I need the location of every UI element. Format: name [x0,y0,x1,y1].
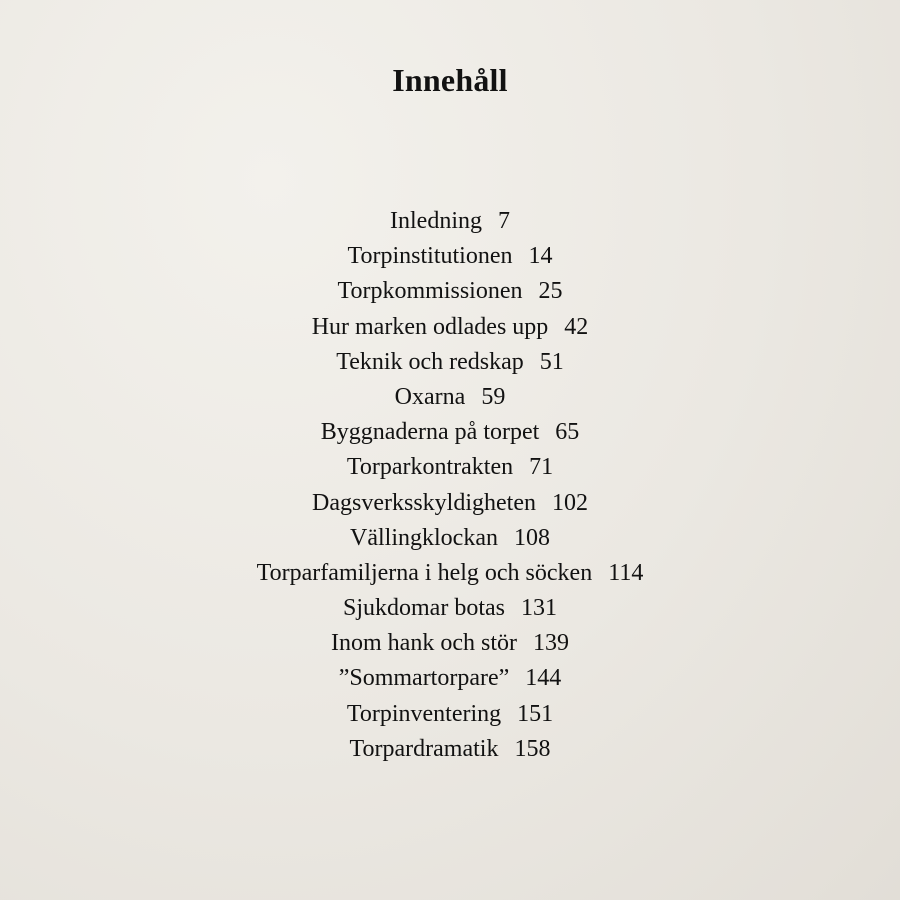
toc-entry [0,450,900,485]
toc-entry [0,661,900,696]
toc-entry-title: Inledning [390,208,482,234]
toc-entry-title: Hur marken odlades upp [311,313,549,340]
toc-entry [0,345,900,380]
toc-entry-page: 158 [514,735,551,762]
toc-entry [0,556,900,591]
toc-entry [0,486,900,521]
toc-entry-page: 139 [532,630,569,657]
toc-entry [0,239,900,274]
toc-entry-title: Teknik och redskap [336,348,524,375]
toc-entry [0,415,900,450]
toc-entry-title: Dagsverksskyldigheten [312,489,536,516]
toc-entry-page: 51 [539,348,564,375]
toc-entry [0,380,900,415]
toc-entry-title: Sjukdomar botas [343,595,505,622]
toc-entry-page: 59 [481,383,506,410]
toc-entry-title: Torparkontrakten [346,454,514,481]
page-title: Innehåll [392,62,508,98]
toc-entry-page: 102 [551,489,588,516]
toc-entry-page: 71 [529,454,554,481]
toc-entry [0,626,900,661]
toc-entry-page: 42 [564,313,589,340]
toc-entry-page: 25 [538,278,563,305]
toc-entry-title: ”Sommartorpare” [338,665,510,692]
toc-entry-title: Torpinventering [346,700,502,727]
table-of-contents [0,204,900,767]
toc-entry [0,204,900,239]
toc-entry [0,591,900,626]
toc-entry-title: Oxarna [394,383,466,410]
toc-entry [0,274,900,309]
toc-entry [0,521,900,556]
toc-entry-title: Torparfamiljerna i helg och söcken [256,559,593,586]
toc-entry-title: Torpkommissionen [337,278,523,305]
toc-entry-page: 14 [528,243,553,270]
toc-entry-page: 151 [517,700,554,727]
toc-entry-page: 7 [497,208,510,234]
toc-entry-page: 114 [608,559,644,586]
toc-entry [0,732,900,767]
toc-entry-title: Torpardramatik [349,735,499,762]
toc-entry-title: Inom hank och stör [331,630,517,657]
toc-entry [0,310,900,345]
toc-entry-page: 144 [525,665,562,692]
toc-entry-title: Torpinstitutionen [347,243,513,270]
toc-entry-page: 108 [513,524,550,551]
toc-entry-title: Vällingklockan [350,524,498,551]
toc-entry-page: 65 [555,419,580,446]
toc-entry-title: Byggnaderna på torpet [320,419,540,446]
toc-entry [0,697,900,732]
toc-entry-page: 131 [521,595,557,622]
